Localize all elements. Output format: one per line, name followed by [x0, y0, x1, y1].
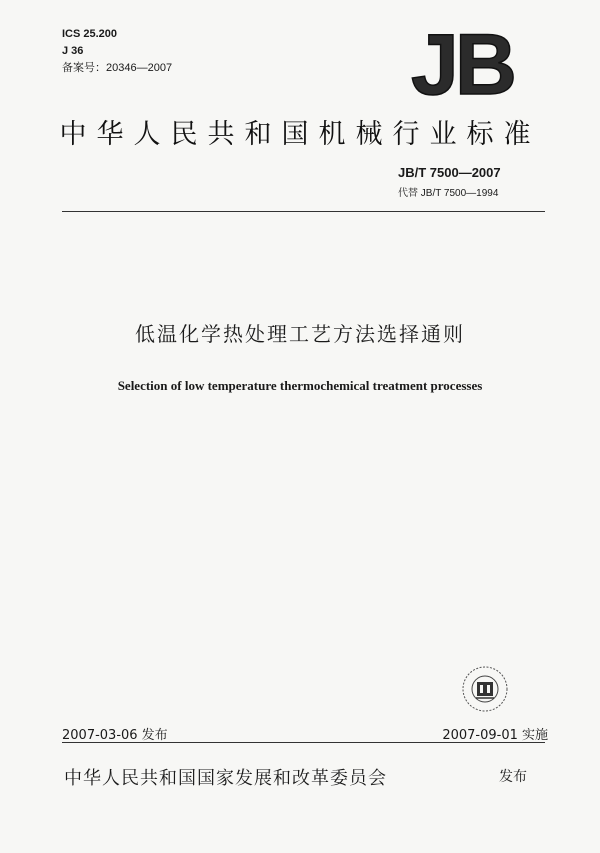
record-number [62, 60, 172, 76]
header-divider [62, 211, 545, 212]
category-code: J 36 [62, 45, 84, 57]
issuing-authority: 中华人民共和国国家发展和改革委员会 [64, 768, 387, 789]
ics-code: ICS 25.200 [62, 28, 118, 40]
document-title-cn: 低温化学热处理工艺方法选择通则 [135, 322, 465, 346]
document-title-en: Selection of low temperature thermochemical treatment processes [117, 378, 483, 393]
effective-date: 2007-09-01 实施 [442, 728, 548, 743]
standard-code: JB/T 7500—2007 [398, 165, 501, 180]
issuing-authority-suffix: 发布 [499, 769, 527, 785]
standard-category-title: 中华人民共和国机械行业标准 [59, 119, 541, 150]
record-value: 20346—2007 [106, 62, 173, 74]
record-label: 备案号： [62, 62, 106, 74]
publisher-emblem-icon [460, 664, 510, 714]
replaced-standard-code: 代替 JB/T 7500—1994 [398, 188, 499, 199]
publish-date: 2007-03-06 发布 [62, 728, 168, 743]
jb-logo-icon [410, 22, 514, 102]
jb-logo-text: JB [411, 22, 513, 102]
